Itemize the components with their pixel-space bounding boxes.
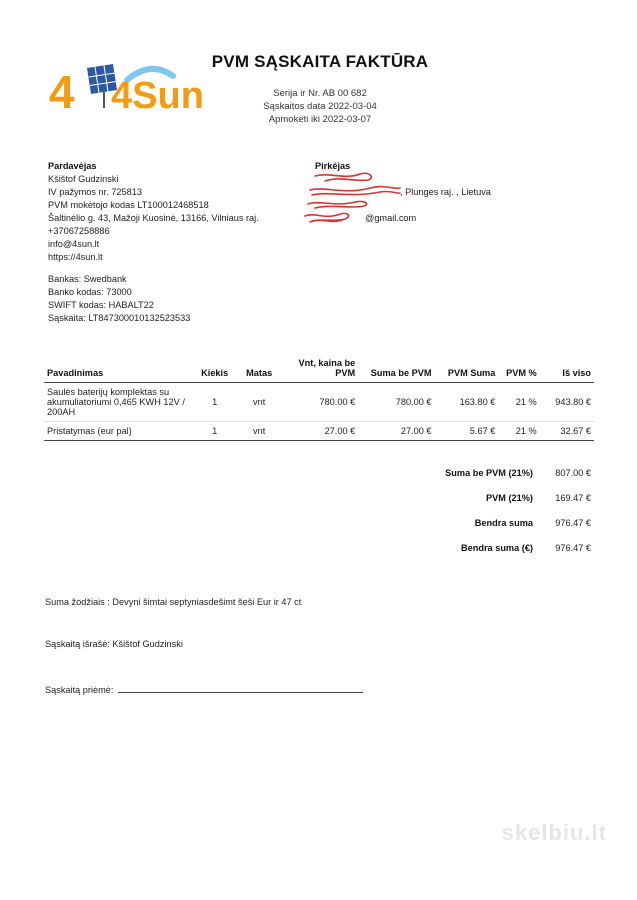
item-sum-excl-vat: 27.00 € — [400, 426, 432, 436]
column-header: Suma be PVM — [370, 368, 432, 378]
totals-row — [300, 510, 594, 535]
item-qty: 1 — [212, 397, 218, 407]
buyer-email: @gmail.com — [365, 213, 417, 223]
items-table — [44, 354, 594, 441]
column-header: PVM Suma — [447, 368, 496, 378]
totals-label: Bendra suma — [474, 517, 533, 528]
seller-line: Kšištof Gudzinski — [48, 174, 119, 184]
seller-line: PVM mokėtojo kodas LT100012468518 — [48, 200, 209, 210]
logo-text: 4Sun — [111, 75, 204, 117]
column-header: Iš viso — [562, 368, 591, 378]
totals-row — [300, 460, 594, 485]
svg-text:4: 4 — [49, 66, 75, 118]
buyer-address: , Plunges raj. , Lietuva — [400, 187, 491, 197]
issued-by: Sąskaitą išrašė: Kšištof Gudzinski — [45, 639, 183, 649]
seller-line: info@4sun.lt — [48, 239, 100, 249]
item-total: 32.67 € — [560, 426, 591, 436]
watermark: skelbiu.lt — [501, 820, 607, 845]
bank-line: Bankas: Swedbank — [48, 274, 127, 284]
bank-line: Banko kodas: 73000 — [48, 287, 132, 297]
item-unit: vnt — [253, 426, 266, 436]
totals-value: 169.47 € — [555, 492, 591, 503]
column-header: Pavadinimas — [47, 368, 104, 378]
document-title: PVM SĄSKAITA FAKTŪRA — [211, 52, 429, 71]
totals-value: 807.00 € — [555, 467, 591, 478]
totals-label: Suma be PVM (21%) — [445, 467, 533, 478]
item-unit-price: 27.00 € — [324, 426, 356, 436]
table-header-row — [44, 354, 594, 383]
buyer-heading: Pirkėjas — [315, 161, 351, 171]
received-by-label: Sąskaitą priėmė: — [45, 685, 116, 695]
totals-value: 976.47 € — [555, 542, 591, 553]
seller-line: IV pažymos nr. 725813 — [48, 187, 142, 197]
item-total: 943.80 € — [555, 397, 591, 407]
signature-line — [118, 683, 363, 693]
amount-in-words: Suma žodžiais : Devyni šimtai septyniasdešimt šeši Eur ir 47 ct — [45, 597, 302, 607]
seller-line: Šaltinėlio g. 43, Mažoji Kuosinė, 13166, Vilniaus raj. — [48, 213, 259, 223]
bank-line: Sąskaita: LT847300010132523533 — [48, 313, 191, 323]
totals-label: PVM (21%) — [486, 492, 533, 503]
invoice-series: Serija ir Nr. AB 00 682 — [273, 88, 367, 99]
redaction-scribble — [300, 166, 410, 230]
item-vat-sum: 163.80 € — [459, 397, 496, 407]
column-header: Matas — [246, 368, 273, 378]
column-header: Kiekis — [201, 368, 229, 378]
invoice-date: Sąskaitos data 2022-03-04 — [263, 101, 377, 112]
totals-row — [300, 485, 594, 510]
seller-heading: Pardavėjas — [48, 161, 97, 171]
item-unit: vnt — [253, 397, 266, 407]
item-sum-excl-vat: 780.00 € — [395, 397, 432, 407]
column-header: Vnt, kaina be PVM — [298, 358, 356, 378]
seller-line: +37067258886 — [48, 226, 110, 236]
column-header: PVM % — [506, 368, 537, 378]
item-vat-percent: 21 % — [515, 426, 537, 436]
totals-table — [300, 460, 594, 560]
totals-label: Bendra suma (€) — [461, 542, 533, 553]
totals-value: 976.47 € — [555, 517, 591, 528]
table-row — [44, 383, 594, 422]
totals-row — [300, 535, 594, 560]
received-by-line — [45, 683, 363, 695]
due-date: Apmokėti iki 2022-03-07 — [268, 114, 372, 125]
item-vat-sum: 5.67 € — [469, 426, 496, 436]
item-name: Pristatymas (eur pal) — [47, 426, 132, 436]
seller-line: https://4sun.lt — [48, 252, 103, 262]
table-row — [44, 422, 594, 441]
bank-line: SWIFT kodas: HABALT22 — [48, 300, 154, 310]
item-qty: 1 — [212, 426, 218, 436]
bank-block — [48, 273, 190, 325]
item-unit-price: 780.00 € — [319, 397, 356, 407]
company-logo — [49, 62, 204, 118]
seller-block — [48, 160, 259, 264]
item-vat-percent: 21 % — [515, 397, 537, 407]
item-name: Saulės baterijų komplektas su akumuliatoriumi 0,465 KWH 12V / 200AH — [47, 387, 185, 417]
